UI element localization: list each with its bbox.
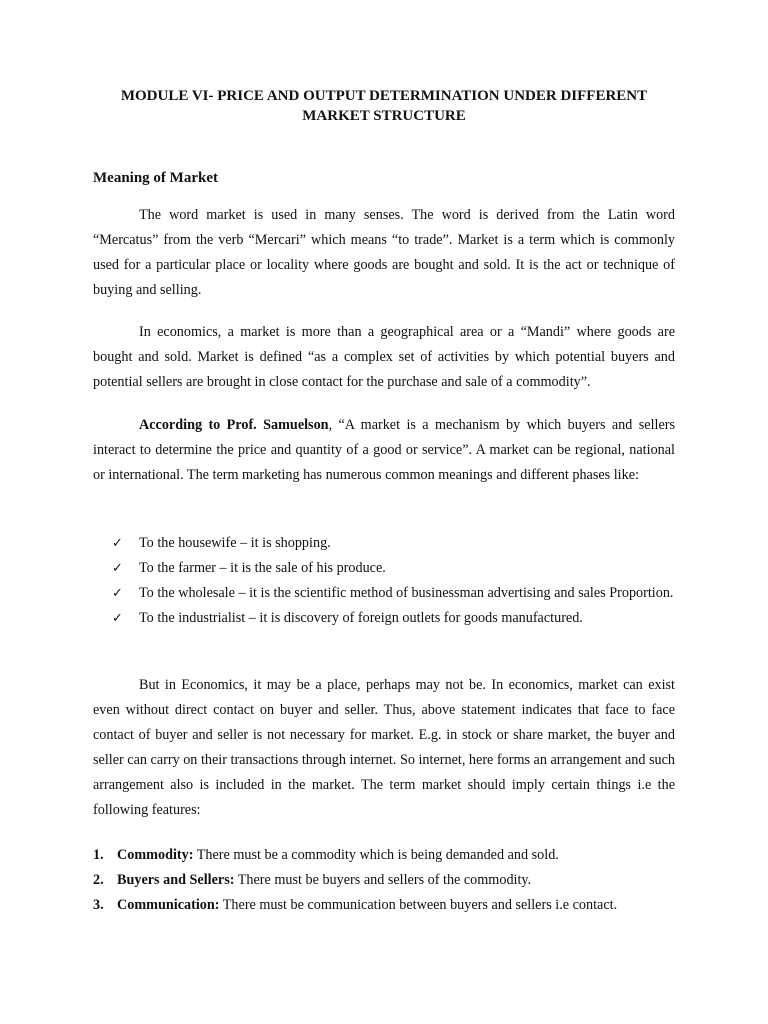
list-item — [112, 556, 675, 581]
bullet-list — [112, 531, 675, 631]
paragraph-2 — [93, 320, 675, 395]
samuelson-bold: According to Prof. Samuelson — [139, 417, 329, 433]
feature-text: There must be a commodity which is being demanded and sold. — [193, 847, 559, 863]
paragraph-4-text: But in Economics, it may be a place, perhaps may not be. In economics, market can exist even without direct contact on buyer and seller. Thus, above statement indicates that face to face contact of buyer and seller is not necessary for market. E.g. in stock or share market, the buyer and seller can carry on their transactions through internet. So internet, here forms an arrangement and such arrangement also is included in the market. The term market should imply certain things i.e the following features: — [93, 677, 675, 818]
paragraph-1-text: The word market is used in many senses. The word is derived from the Latin word “Mercatus” from the verb “Mercari” which means “to trade”. Market is a term which is commonly used for a particular place or locality where goods are bought and sold. It is the act or technique of buying and selling. — [93, 207, 675, 298]
list-item — [93, 893, 675, 918]
module-title — [93, 86, 675, 126]
paragraph-3 — [93, 413, 675, 488]
list-item — [93, 868, 675, 893]
checkmark-icon: ✓ — [112, 586, 123, 601]
paragraph-2-text: In economics, a market is more than a geographical area or a “Mandi” where goods are bought and sold. Market is defined “as a complex set of activities by which potential buyers and potential sellers are brought in close contact for the purchase and sale of a commodity”. — [93, 324, 675, 390]
bullet-text: To the farmer – it is the sale of his produce. — [139, 560, 386, 576]
paragraph-4 — [93, 673, 675, 823]
list-item — [112, 581, 675, 606]
checkmark-icon: ✓ — [112, 561, 123, 576]
feature-number: 2. — [93, 872, 104, 888]
feature-number: 3. — [93, 897, 104, 913]
feature-term: Communication: — [117, 897, 220, 913]
feature-number: 1. — [93, 847, 104, 863]
feature-term: Commodity: — [117, 847, 194, 863]
bullet-text: To the wholesale – it is the scientific method of businessman advertising and sales Proportion. — [139, 585, 674, 601]
list-item — [112, 531, 675, 556]
checkmark-icon: ✓ — [112, 536, 123, 551]
paragraph-3-text: , “A market is a mechanism by which buyers and sellers interact to determine the price and quantity of a good or service”. A market can be regional, national or international. The term marketing has numerous common meanings and different phases like: — [93, 417, 675, 483]
title-line-2: MARKET STRUCTURE — [302, 108, 466, 124]
features-list — [93, 843, 675, 918]
feature-text: There must be buyers and sellers of the commodity. — [234, 872, 532, 888]
title-line-1: MODULE VI- PRICE AND OUTPUT DETERMINATION UNDER DIFFERENT — [120, 88, 648, 104]
paragraph-1 — [93, 203, 675, 303]
section-heading: Meaning of Market — [93, 170, 218, 186]
checkmark-icon: ✓ — [112, 611, 123, 626]
list-item — [93, 843, 675, 868]
feature-text: There must be communication between buyers and sellers i.e contact. — [219, 897, 618, 913]
bullet-text: To the industrialist – it is discovery of foreign outlets for goods manufactured. — [139, 610, 583, 626]
list-item — [112, 606, 675, 631]
bullet-text: To the housewife – it is shopping. — [139, 535, 331, 551]
feature-term: Buyers and Sellers: — [117, 872, 235, 888]
